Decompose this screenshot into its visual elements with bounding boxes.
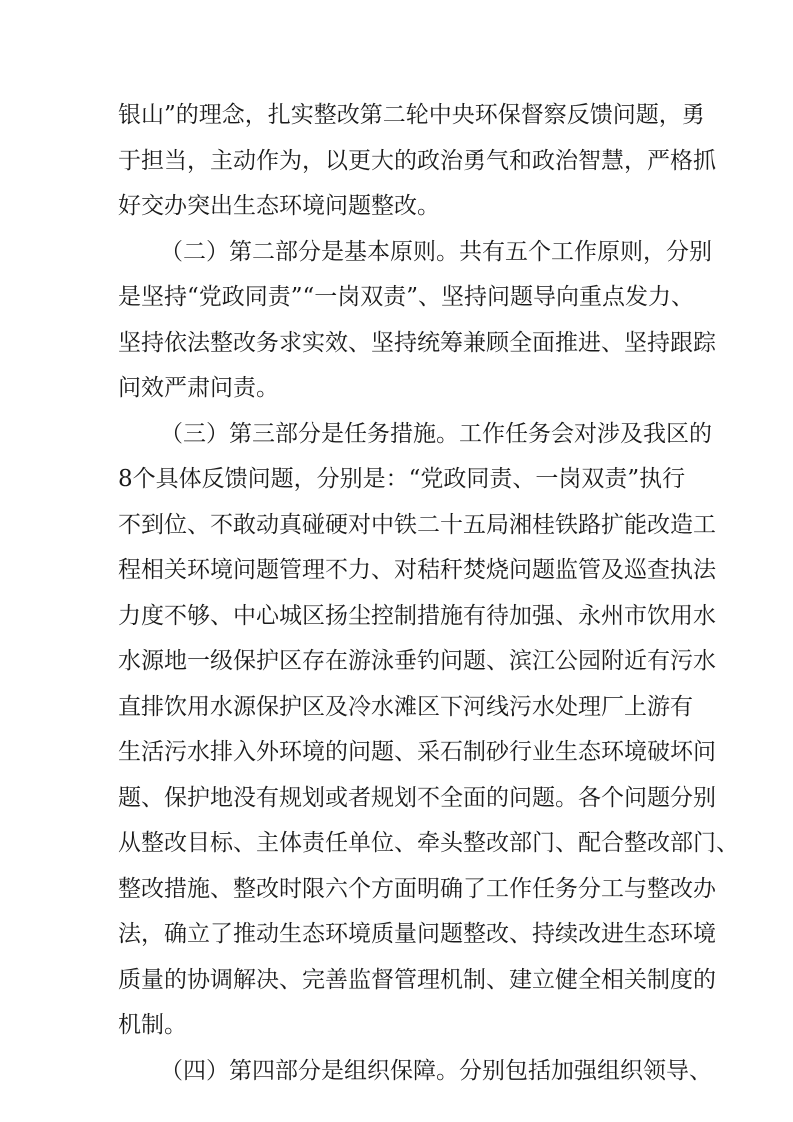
- paragraph-heading-line: （四）第四部分是组织保障。分别包括加强组织领导、: [160, 1057, 712, 1084]
- text-line: 质量的协调解决、完善监督管理机制、建立健全相关制度的: [118, 966, 716, 993]
- text-line: 生活污水排入外环境的问题、采石制砂行业生态环境破坏问: [118, 739, 716, 765]
- paragraph-heading-line: （二）第二部分是基本原则。共有五个工作原则，分别: [160, 238, 712, 265]
- text-line: 于担当，主动作为，以更大的政治勇气和政治智慧，严格抓: [118, 147, 716, 174]
- text-line: 力度不够、中心城区扬尘控制措施有待加强、永州市饮用水: [118, 602, 716, 629]
- text-line: 好交办突出生态环境问题整改。: [118, 193, 440, 219]
- text-line: 银山”的理念，扎实整改第二轮中央环保督察反馈问题，勇: [118, 102, 705, 128]
- text-line: 从整改目标、主体责任单位、牵头整改部门、配合整改部门、: [118, 830, 739, 856]
- paragraph-heading-line: （三）第三部分是任务措施。工作任务会对涉及我区的: [160, 420, 712, 447]
- text-line: 问效严肃问责。: [118, 375, 279, 401]
- text-line: 直排饮用水源保护区及冷水滩区下河线污水处理厂上游有: [118, 693, 693, 720]
- text-line: 8个具体反馈问题，分别是：“党政同责、一岗双责”执行: [118, 466, 686, 492]
- text-line: 机制。: [118, 1012, 187, 1038]
- text-line: 题、保护地没有规划或者规划不全面的问题。各个问题分别: [118, 784, 716, 811]
- text-line: 水源地一级保护区存在游泳垂钓问题、滨江公园附近有污水: [118, 648, 716, 674]
- text-line: 程相关环境问题管理不力、对秸秆焚烧问题监管及巡查执法: [118, 557, 716, 583]
- text-line: 坚持依法整改务求实效、坚持统筹兼顾全面推进、坚持跟踪: [118, 329, 716, 356]
- text-line: 是坚持“党政同责”“一岗双责”、坚持问题导向重点发力、: [118, 284, 695, 310]
- text-line: 不到位、不敢动真碰硬对中铁二十五局湘桂铁路扩能改造工: [118, 511, 716, 538]
- text-line: 法，确立了推动生态环境质量问题整改、持续改进生态环境: [118, 921, 716, 947]
- text-line: 整改措施、整改时限六个方面明确了工作任务分工与整改办: [118, 875, 716, 902]
